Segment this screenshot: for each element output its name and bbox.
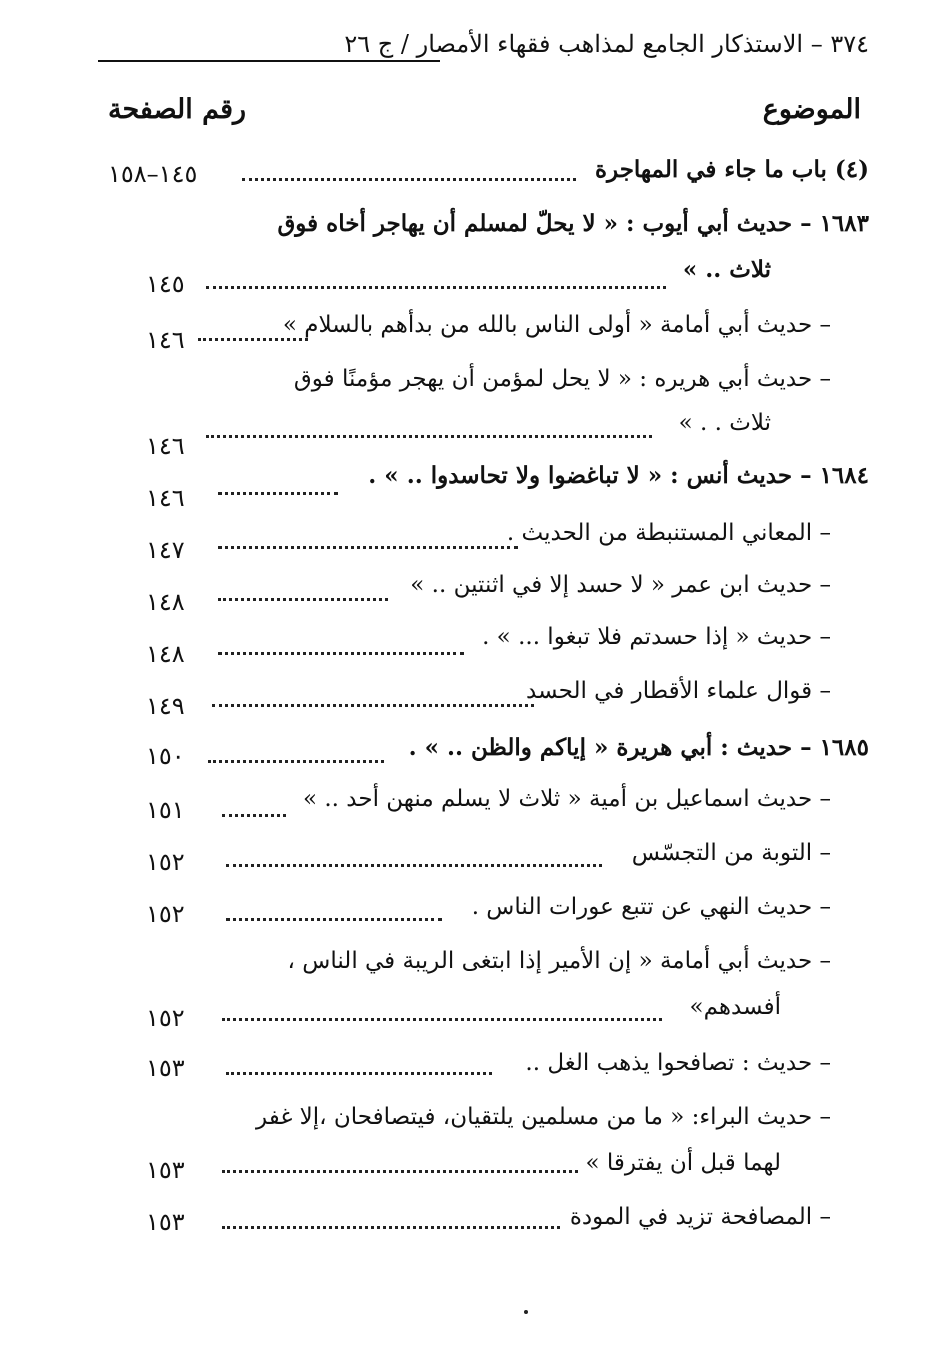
leader-dots (206, 435, 652, 438)
toc-page-number: ١٤٦ (146, 432, 185, 460)
toc-page-number: ١٥٣ (146, 1054, 185, 1082)
toc-page-number: ١٥٢ (146, 848, 185, 876)
column-heading-page-number: رقم الصفحة (108, 94, 247, 125)
toc-page-number: ١٤٦ (146, 484, 185, 512)
toc-entry-text: ١٦٨٣ – حديث أبي أيوب : « لا يحلّ لمسلم أن يهاجر أخاه فوق (277, 210, 869, 237)
toc-entry-text: – حديث : تصافحوا يذهب الغل .. (525, 1050, 831, 1076)
toc-page-number: ١٤٥–١٥٨ (108, 160, 198, 188)
toc-entry-text: – حديث البراء: « ما من مسلمين يلتقيان، فيتصافحان ،إلا غفر (256, 1104, 831, 1130)
running-header: ٣٧٤ – الاستذكار الجامع لمذاهب فقهاء الأمصار / ج ٢٦ (344, 30, 869, 58)
column-heading-topic: الموضوع (762, 94, 861, 125)
leader-dots (206, 286, 666, 289)
toc-page-number: ١٥٢ (146, 900, 185, 928)
toc-page-number: ١٤٩ (146, 692, 185, 720)
toc-entry-text: – حديث أبي هريره : « لا يحل لمؤمن أن يهجر مؤمنًا فوق (293, 366, 831, 392)
toc-page-number: ١٥٣ (146, 1156, 185, 1184)
toc-page-number: ١٤٦ (146, 326, 185, 354)
leader-dots (218, 652, 464, 655)
leader-dots (208, 760, 384, 763)
toc-page-number: ١٥٠ (146, 742, 185, 770)
toc-entry-text-continued: ثلاث . . » (678, 410, 771, 436)
toc-page-number: ١٥٣ (146, 1208, 185, 1236)
toc-entry-text-continued: ثلاث .. » (682, 256, 771, 283)
leader-dots (222, 814, 286, 817)
toc-page-number: ١٤٥ (146, 270, 185, 298)
header-rule (98, 60, 440, 62)
toc-entry-text: (٤) باب ما جاء في المهاجرة (594, 156, 869, 183)
toc-page-number: ١٤٨ (146, 640, 185, 668)
toc-entry-text: – حديث اسماعيل بن أمية « ثلاث لا يسلم منهن أحد .. » (302, 786, 831, 812)
leader-dots (218, 598, 388, 601)
leader-dots (222, 1170, 578, 1173)
toc-page-number: ١٥١ (146, 796, 185, 824)
toc-entry-text: – حديث ابن عمر « لا حسد إلا في اثنتين .. » (410, 572, 831, 598)
leader-dots (198, 338, 308, 341)
leader-dots (222, 1018, 662, 1021)
toc-entry-text-continued: أفسدهم» (689, 994, 781, 1020)
toc-entry-text: – المصافحة تزيد في المودة (569, 1204, 831, 1230)
leader-dots (212, 704, 534, 707)
leader-dots (226, 864, 602, 867)
toc-entry-text: – قوال علماء الأقطار في الحسد (526, 678, 831, 704)
toc-entry-text-continued: لهما قبل أن يفترقا » (585, 1150, 781, 1176)
toc-entry-text: – حديث النهي عن تتبع عورات الناس . (471, 894, 831, 920)
toc-page-number: ١٥٢ (146, 1004, 185, 1032)
print-speck (524, 1310, 528, 1314)
toc-entry-text: ١٦٨٥ – حديث : أبي هريرة « إياكم والظن .. » . (408, 734, 869, 761)
toc-entry-text: – حديث أبي أمامة « إن الأمير إذا ابتغى الريبة في الناس ، (287, 948, 831, 974)
toc-entry-text: – المعاني المستنبطة من الحديث . (506, 520, 831, 546)
leader-dots (222, 1226, 560, 1229)
leader-dots (226, 1072, 492, 1075)
toc-page-number: ١٤٨ (146, 588, 185, 616)
toc-entry-text: – حديث أبي أمامة « أولى الناس بالله من بدأهم بالسلام » (282, 312, 831, 338)
toc-entry-text: – التوبة من التجسّس (631, 840, 831, 866)
toc-page-number: ١٤٧ (146, 536, 185, 564)
leader-dots (226, 918, 442, 921)
toc-entry-text: – حديث « إذا حسدتم فلا تبغوا ... » . (482, 624, 831, 650)
toc-entry-text: ١٦٨٤ – حديث أنس : « لا تباغضوا ولا تحاسدوا .. » . (368, 462, 869, 489)
leader-dots (218, 546, 518, 549)
leader-dots (242, 178, 576, 181)
leader-dots (218, 492, 338, 495)
